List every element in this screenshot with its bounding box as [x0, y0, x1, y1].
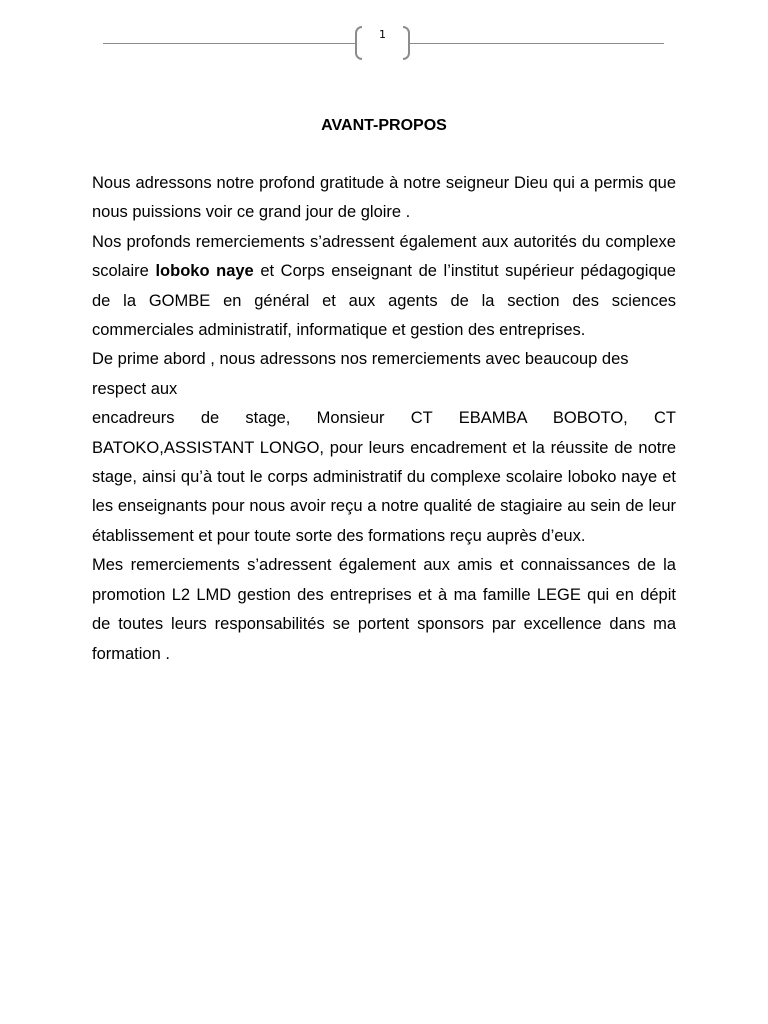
paragraph-first-of-all: De prime abord , nous adressons nos remerciements avec beaucoup des respect aux: [92, 350, 629, 398]
paragraph-text: et Corps enseignant de l’institut supérieur pédagogique de la GOMBE en général et aux agents de la section des sciences commerciales administratif, informatique et gestion des entreprises.: [92, 262, 676, 340]
page-number-bracket-left: [355, 26, 362, 60]
header-rule-right: [410, 43, 664, 44]
document-body: [92, 169, 676, 669]
page-number: 1: [379, 28, 386, 41]
paragraph-friends-family: Mes remerciements s’adressent également aux amis et connaissances de la promotion L2 LMD gestion des entreprises et à ma famille LEGE qui en dépit de toutes leurs responsabilités se portent sponsors par excellence dans ma formation .: [92, 556, 676, 663]
paragraph-supervisors: encadreurs de stage, Monsieur CT EBAMBA BOBOTO, CT BATOKO,ASSISTANT LONGO, pour leurs encadrement et la réussite de notre stage, ainsi qu’à tout le corps administratif du complexe scolaire loboko naye et les enseignants pour nous avoir reçu a notre qualité de stagiaire au sein de leur établissement et pour toute sorte des formations reçu auprès d’eux.: [92, 409, 676, 545]
document-title: AVANT-PROPOS: [321, 117, 447, 134]
header-rule-left: [103, 43, 356, 44]
school-name-bold: loboko naye: [155, 262, 254, 281]
paragraph-gratitude: Nous adressons notre profond gratitude à notre seigneur Dieu qui a permis que nous puissions voir ce grand jour de gloire .: [92, 174, 676, 222]
paragraph-text: Nos profonds remerciements s’adressent également aux autorités du complexe scolaire: [92, 232, 676, 281]
page-number-bracket-right: [403, 26, 410, 60]
paragraph-thanks-authorities: [92, 228, 676, 346]
